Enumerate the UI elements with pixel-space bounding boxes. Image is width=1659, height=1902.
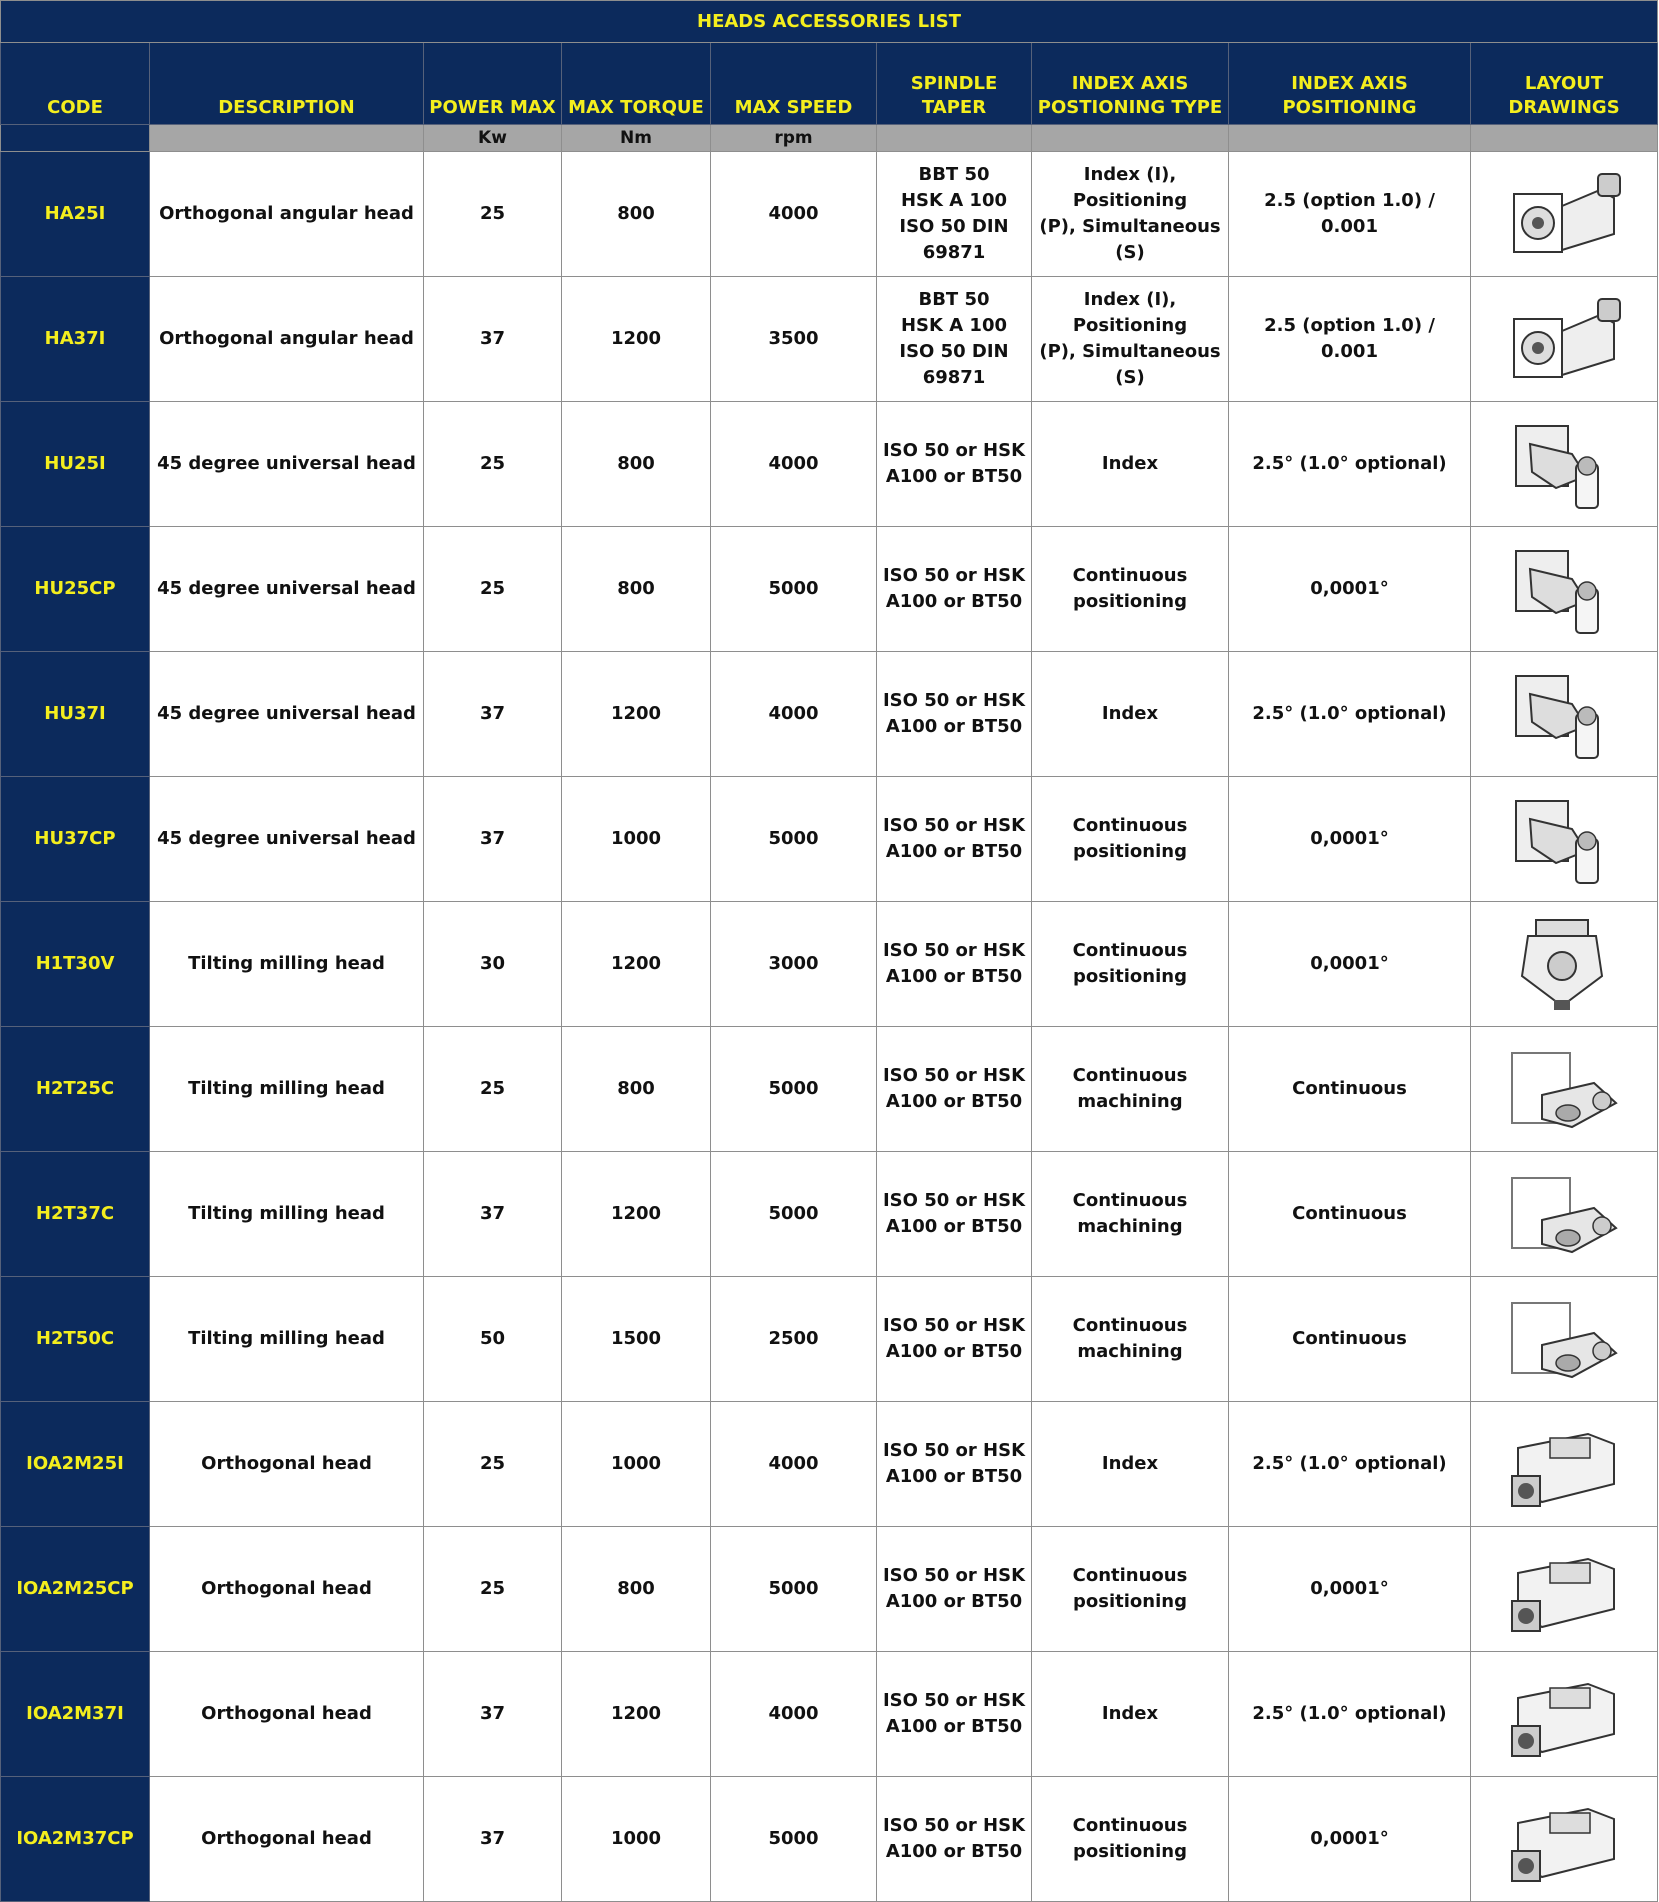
cell-description: Orthogonal head <box>150 1402 424 1527</box>
cell-description: Tilting milling head <box>150 1277 424 1402</box>
cell-speed: 3500 <box>711 277 877 402</box>
universal-head-drawing-icon <box>1502 789 1626 889</box>
cell-taper <box>877 902 1032 1027</box>
table-row <box>1 1777 1658 1902</box>
cell-code: IOA2M25I <box>1 1402 150 1527</box>
universal-head-drawing-icon <box>1502 414 1626 514</box>
cell-torque: 800 <box>562 1027 711 1152</box>
angular-head-drawing-icon <box>1502 164 1626 264</box>
cell-line: Index <box>1101 1453 1159 1474</box>
cell-layout-drawing <box>1471 152 1658 277</box>
cell-description: 45 degree universal head <box>150 527 424 652</box>
units-taper-blank <box>877 125 1032 152</box>
cell-index-type <box>1032 1652 1229 1777</box>
units-description-blank <box>150 125 424 152</box>
cell-index-type <box>1032 277 1229 402</box>
cell-layout-drawing <box>1471 902 1658 1027</box>
cell-line: (P), Simultaneous (S) <box>1039 216 1221 263</box>
cell-code: H1T30V <box>1 902 150 1027</box>
cell-positioning: 2.5 (option 1.0) / 0.001 <box>1229 152 1471 277</box>
cell-torque: 1200 <box>562 1152 711 1277</box>
cell-line: Index (I), Positioning <box>1072 164 1188 211</box>
cell-speed: 5000 <box>711 1027 877 1152</box>
cell-line: (P), Simultaneous (S) <box>1039 341 1221 388</box>
cell-torque: 1500 <box>562 1277 711 1402</box>
table-row <box>1 777 1658 902</box>
cell-line: machining <box>1077 1341 1183 1362</box>
cell-power: 25 <box>424 402 562 527</box>
cell-line: positioning <box>1073 1591 1187 1612</box>
cell-line: A100 or BT50 <box>885 1341 1023 1362</box>
cell-line: Index (I), Positioning <box>1072 289 1188 336</box>
cell-torque: 800 <box>562 1527 711 1652</box>
cell-positioning: Continuous <box>1229 1027 1471 1152</box>
cell-description: Tilting milling head <box>150 902 424 1027</box>
cell-line: ISO 50 or HSK <box>882 565 1026 586</box>
unit-torque: Nm <box>562 125 711 152</box>
cell-layout-drawing <box>1471 277 1658 402</box>
tilting-head-vertical-drawing-icon <box>1502 914 1626 1014</box>
cell-code: IOA2M37I <box>1 1652 150 1777</box>
cell-taper <box>877 1777 1032 1902</box>
cell-speed: 4000 <box>711 152 877 277</box>
cell-description: Tilting milling head <box>150 1027 424 1152</box>
cell-line: ISO 50 DIN <box>899 341 1009 362</box>
cell-line: BBT 50 <box>918 289 990 310</box>
cell-positioning: 2.5° (1.0° optional) <box>1229 402 1471 527</box>
cell-layout-drawing <box>1471 1777 1658 1902</box>
cell-taper <box>877 1527 1032 1652</box>
cell-power: 37 <box>424 777 562 902</box>
cell-positioning: Continuous <box>1229 1277 1471 1402</box>
cell-index-type <box>1032 1277 1229 1402</box>
cell-layout-drawing <box>1471 402 1658 527</box>
cell-line: Index <box>1101 703 1159 724</box>
cell-line: ISO 50 or HSK <box>882 690 1026 711</box>
cell-line: HSK A 100 <box>900 315 1007 336</box>
table-body <box>1 152 1658 1902</box>
cell-power: 25 <box>424 152 562 277</box>
cell-taper <box>877 1402 1032 1527</box>
cell-line: Index <box>1101 1703 1159 1724</box>
col-header-taper: SPINDLE TAPER <box>877 43 1032 125</box>
tilting-head-drawing-icon <box>1502 1039 1626 1139</box>
cell-line: ISO 50 or HSK <box>882 815 1026 836</box>
cell-line: A100 or BT50 <box>885 1716 1023 1737</box>
cell-power: 37 <box>424 1777 562 1902</box>
cell-torque: 1200 <box>562 277 711 402</box>
cell-line: 69871 <box>922 367 986 388</box>
cell-description: Orthogonal head <box>150 1777 424 1902</box>
units-drawings-blank <box>1471 125 1658 152</box>
cell-power: 37 <box>424 277 562 402</box>
cell-code: HA37I <box>1 277 150 402</box>
cell-line: Continuous <box>1072 1065 1188 1086</box>
cell-power: 37 <box>424 652 562 777</box>
table-row <box>1 1277 1658 1402</box>
cell-line: Continuous <box>1072 1190 1188 1211</box>
cell-description: Tilting milling head <box>150 1152 424 1277</box>
cell-line: 69871 <box>922 242 986 263</box>
cell-description: Orthogonal head <box>150 1527 424 1652</box>
table-row <box>1 1527 1658 1652</box>
cell-line: Continuous <box>1072 1565 1188 1586</box>
cell-code: H2T37C <box>1 1152 150 1277</box>
cell-power: 25 <box>424 1402 562 1527</box>
cell-layout-drawing <box>1471 652 1658 777</box>
cell-speed: 2500 <box>711 1277 877 1402</box>
col-header-speed: MAX SPEED <box>711 43 877 125</box>
cell-taper <box>877 1652 1032 1777</box>
angular-head-drawing-icon <box>1502 289 1626 389</box>
cell-description: Orthogonal angular head <box>150 152 424 277</box>
cell-code: HA25I <box>1 152 150 277</box>
cell-taper <box>877 777 1032 902</box>
cell-index-type <box>1032 152 1229 277</box>
units-row <box>1 125 1658 152</box>
cell-index-type <box>1032 902 1229 1027</box>
universal-head-drawing-icon <box>1502 664 1626 764</box>
cell-taper <box>877 152 1032 277</box>
cell-code: H2T50C <box>1 1277 150 1402</box>
cell-line: ISO 50 or HSK <box>882 1065 1026 1086</box>
cell-line: BBT 50 <box>918 164 990 185</box>
column-header-row <box>1 43 1658 125</box>
cell-index-type <box>1032 1152 1229 1277</box>
cell-taper <box>877 1152 1032 1277</box>
table-row <box>1 152 1658 277</box>
cell-code: IOA2M25CP <box>1 1527 150 1652</box>
table-row <box>1 652 1658 777</box>
cell-line: Continuous <box>1072 815 1188 836</box>
units-index-type-blank <box>1032 125 1229 152</box>
table-row <box>1 1027 1658 1152</box>
cell-line: Continuous <box>1072 1815 1188 1836</box>
cell-index-type <box>1032 1402 1229 1527</box>
col-header-torque: MAX TORQUE <box>562 43 711 125</box>
cell-line: ISO 50 or HSK <box>882 1565 1026 1586</box>
cell-line: ISO 50 or HSK <box>882 440 1026 461</box>
units-positioning-blank <box>1229 125 1471 152</box>
cell-line: A100 or BT50 <box>885 841 1023 862</box>
cell-line: machining <box>1077 1091 1183 1112</box>
cell-line: ISO 50 or HSK <box>882 940 1026 961</box>
col-header-code: CODE <box>1 43 150 125</box>
cell-positioning: 0,0001° <box>1229 527 1471 652</box>
cell-layout-drawing <box>1471 1027 1658 1152</box>
cell-positioning: 0,0001° <box>1229 777 1471 902</box>
cell-line: ISO 50 or HSK <box>882 1190 1026 1211</box>
table-row <box>1 277 1658 402</box>
unit-power: Kw <box>424 125 562 152</box>
cell-positioning: Continuous <box>1229 1152 1471 1277</box>
cell-positioning: 0,0001° <box>1229 902 1471 1027</box>
cell-speed: 5000 <box>711 777 877 902</box>
cell-description: Orthogonal angular head <box>150 277 424 402</box>
cell-power: 50 <box>424 1277 562 1402</box>
col-header-positioning: INDEX AXIS POSITIONING <box>1229 43 1471 125</box>
cell-positioning: 2.5° (1.0° optional) <box>1229 1402 1471 1527</box>
cell-line: positioning <box>1073 841 1187 862</box>
cell-torque: 800 <box>562 527 711 652</box>
table-row <box>1 1152 1658 1277</box>
cell-code: HU25CP <box>1 527 150 652</box>
cell-torque: 1200 <box>562 902 711 1027</box>
cell-line: A100 or BT50 <box>885 1841 1023 1862</box>
cell-power: 37 <box>424 1152 562 1277</box>
col-header-index-type <box>1032 43 1229 125</box>
cell-layout-drawing <box>1471 1652 1658 1777</box>
cell-torque: 1000 <box>562 777 711 902</box>
cell-layout-drawing <box>1471 1527 1658 1652</box>
cell-code: HU37I <box>1 652 150 777</box>
cell-speed: 4000 <box>711 1402 877 1527</box>
cell-layout-drawing <box>1471 777 1658 902</box>
cell-line: Continuous <box>1072 1315 1188 1336</box>
cell-line: A100 or BT50 <box>885 966 1023 987</box>
cell-speed: 5000 <box>711 1152 877 1277</box>
col-header-index-type-line1: INDEX AXIS <box>1071 73 1189 94</box>
cell-code: HU25I <box>1 402 150 527</box>
cell-speed: 4000 <box>711 1652 877 1777</box>
cell-line: ISO 50 or HSK <box>882 1315 1026 1336</box>
col-header-power: POWER MAX <box>424 43 562 125</box>
cell-index-type <box>1032 652 1229 777</box>
cell-speed: 5000 <box>711 1777 877 1902</box>
cell-index-type <box>1032 777 1229 902</box>
cell-index-type <box>1032 1027 1229 1152</box>
table-row <box>1 527 1658 652</box>
orthogonal-head-drawing-icon <box>1502 1664 1626 1764</box>
cell-line: A100 or BT50 <box>885 466 1023 487</box>
cell-line: A100 or BT50 <box>885 1466 1023 1487</box>
cell-torque: 1000 <box>562 1777 711 1902</box>
cell-positioning: 2.5° (1.0° optional) <box>1229 1652 1471 1777</box>
cell-line: ISO 50 or HSK <box>882 1815 1026 1836</box>
cell-line: ISO 50 DIN <box>899 216 1009 237</box>
cell-index-type <box>1032 527 1229 652</box>
cell-line: A100 or BT50 <box>885 591 1023 612</box>
orthogonal-head-drawing-icon <box>1502 1539 1626 1639</box>
cell-torque: 800 <box>562 402 711 527</box>
cell-line: ISO 50 or HSK <box>882 1440 1026 1461</box>
cell-positioning: 0,0001° <box>1229 1777 1471 1902</box>
cell-description: 45 degree universal head <box>150 402 424 527</box>
cell-power: 37 <box>424 1652 562 1777</box>
cell-line: positioning <box>1073 591 1187 612</box>
cell-index-type <box>1032 1777 1229 1902</box>
cell-positioning: 2.5° (1.0° optional) <box>1229 652 1471 777</box>
col-header-drawings: LAYOUT DRAWINGS <box>1471 43 1658 125</box>
col-header-description: DESCRIPTION <box>150 43 424 125</box>
cell-description: 45 degree universal head <box>150 652 424 777</box>
cell-taper <box>877 402 1032 527</box>
cell-line: A100 or BT50 <box>885 1216 1023 1237</box>
tilting-head-drawing-icon <box>1502 1289 1626 1389</box>
cell-taper <box>877 277 1032 402</box>
cell-line: ISO 50 or HSK <box>882 1690 1026 1711</box>
cell-layout-drawing <box>1471 1152 1658 1277</box>
table-row <box>1 1652 1658 1777</box>
table-title: HEADS ACCESSORIES LIST <box>1 1 1658 43</box>
cell-description: Orthogonal head <box>150 1652 424 1777</box>
cell-taper <box>877 1027 1032 1152</box>
cell-speed: 5000 <box>711 527 877 652</box>
table-row <box>1 902 1658 1027</box>
cell-positioning: 2.5 (option 1.0) / 0.001 <box>1229 277 1471 402</box>
tilting-head-drawing-icon <box>1502 1164 1626 1264</box>
cell-line: Index <box>1101 453 1159 474</box>
table-row <box>1 402 1658 527</box>
units-code-blank <box>1 125 150 152</box>
cell-line: A100 or BT50 <box>885 716 1023 737</box>
cell-line: machining <box>1077 1216 1183 1237</box>
cell-speed: 5000 <box>711 1527 877 1652</box>
cell-line: Continuous <box>1072 940 1188 961</box>
cell-line: HSK A 100 <box>900 190 1007 211</box>
cell-layout-drawing <box>1471 527 1658 652</box>
cell-line: positioning <box>1073 1841 1187 1862</box>
cell-layout-drawing <box>1471 1402 1658 1527</box>
cell-torque: 800 <box>562 152 711 277</box>
cell-torque: 1200 <box>562 652 711 777</box>
cell-line: A100 or BT50 <box>885 1091 1023 1112</box>
cell-torque: 1200 <box>562 1652 711 1777</box>
cell-layout-drawing <box>1471 1277 1658 1402</box>
col-header-index-type-line2: POSTIONING TYPE <box>1037 97 1223 118</box>
cell-power: 30 <box>424 902 562 1027</box>
cell-index-type <box>1032 402 1229 527</box>
cell-line: Continuous <box>1072 565 1188 586</box>
cell-code: H2T25C <box>1 1027 150 1152</box>
universal-head-drawing-icon <box>1502 539 1626 639</box>
cell-positioning: 0,0001° <box>1229 1527 1471 1652</box>
cell-taper <box>877 1277 1032 1402</box>
cell-description: 45 degree universal head <box>150 777 424 902</box>
cell-line: positioning <box>1073 966 1187 987</box>
cell-power: 25 <box>424 527 562 652</box>
cell-code: IOA2M37CP <box>1 1777 150 1902</box>
cell-speed: 4000 <box>711 402 877 527</box>
cell-line: A100 or BT50 <box>885 1591 1023 1612</box>
orthogonal-head-drawing-icon <box>1502 1414 1626 1514</box>
table-row <box>1 1402 1658 1527</box>
cell-index-type <box>1032 1527 1229 1652</box>
cell-speed: 3000 <box>711 902 877 1027</box>
cell-torque: 1000 <box>562 1402 711 1527</box>
cell-taper <box>877 652 1032 777</box>
cell-speed: 4000 <box>711 652 877 777</box>
cell-taper <box>877 527 1032 652</box>
cell-code: HU37CP <box>1 777 150 902</box>
orthogonal-head-drawing-icon <box>1502 1789 1626 1889</box>
unit-speed: rpm <box>711 125 877 152</box>
cell-power: 25 <box>424 1527 562 1652</box>
cell-power: 25 <box>424 1027 562 1152</box>
